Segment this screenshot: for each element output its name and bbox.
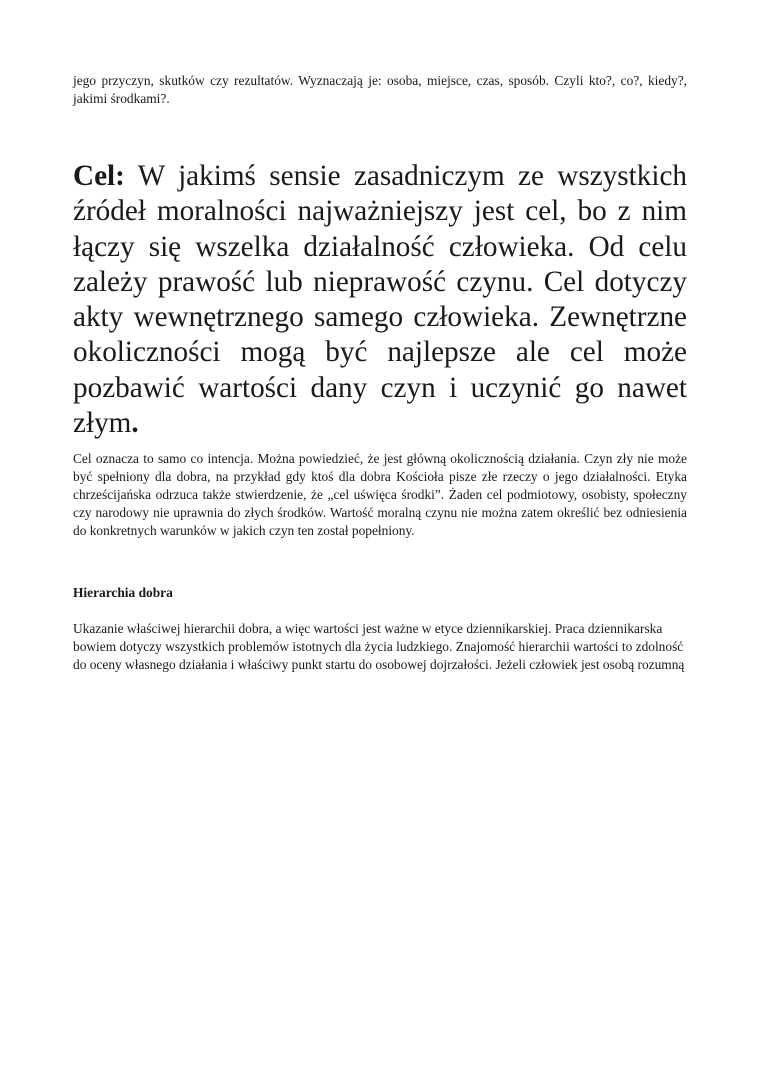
cel-end: . <box>131 407 139 440</box>
cel-label: Cel: <box>73 160 125 192</box>
intro-paragraph: jego przyczyn, skutków czy rezultatów. Wyznaczają je: osoba, miejsce, czas, sposób. Czyli kto?, co?, kiedy?, jakimi środkami?. <box>73 73 687 106</box>
cel-explanation-paragraph: Cel oznacza to samo co intencja. Można powiedzieć, że jest główną okolicznością działania. Czyn zły nie może być spełniony dla dobra, na przykład gdy ktoś dla dobra Kościoła pisze złe rzeczy o jego działalności. Etyka chrześcijańska odrzuca także stwierdzenie, że „cel uświęca środki”. Żaden cel podmiotowy, osobisty, społeczny czy narodowy nie uprawnia do złych środków. Wartość moralną czynu nie można zatem określić bez odniesienia do konkretnych warunków w jakich czyn ten został popełniony. <box>73 451 687 539</box>
cel-paragraph <box>73 159 687 441</box>
hierarchy-paragraph: Ukazanie właściwej hierarchii dobra, a więc wartości jest ważne w etyce dziennikarskiej. Praca dziennikarska bowiem dotyczy wszystkich problemów istotnych dla życia ludzkiego. Znajomość hierarchii wartości to zdolność do oceny własnego działania i właściwy punkt startu do osobowej dojrzałości. Jeżeli człowiek jest osobą rozumną <box>73 621 685 673</box>
section-heading: Hierarchia dobra <box>73 585 173 601</box>
document-page <box>73 72 687 674</box>
cel-text: W jakimś sensie zasadniczym ze wszystkich źródeł moralności najważniejszy jest cel, bo z nim łączy się wszelka działalność człowieka. Od celu zależy prawość lub nieprawość czynu. Cel dotyczy akty wewnętrznego samego człowieka. Zewnętrzne okoliczności mogą być najlepsze ale cel może pozbawić wartości dany czyn i uczynić go nawet złym <box>73 160 687 440</box>
